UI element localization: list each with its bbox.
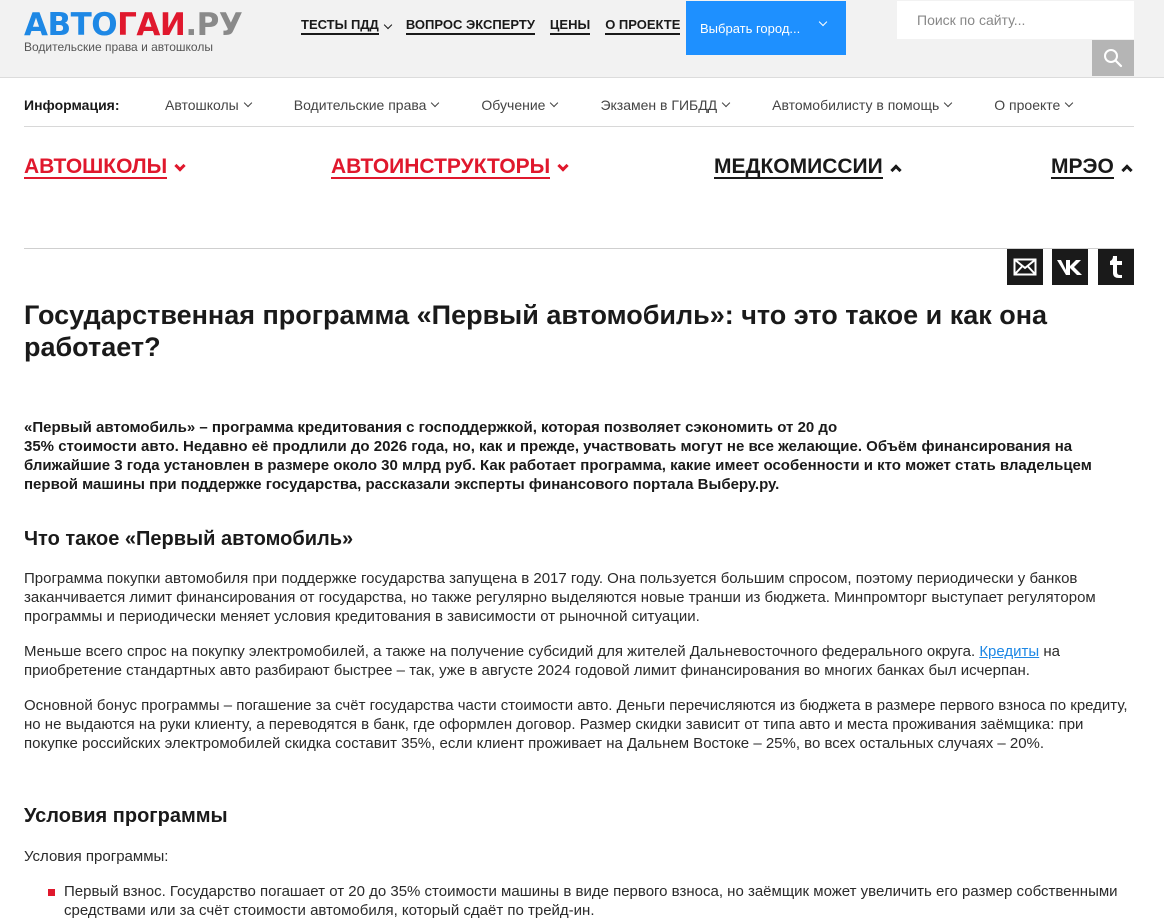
search-placeholder: Поиск по сайту...: [917, 12, 1026, 28]
chevron-up-icon: [890, 164, 901, 175]
chevron-down-icon: [558, 160, 569, 171]
credits-link[interactable]: Кредиты: [979, 643, 1040, 660]
nav-ask-expert[interactable]: [406, 18, 535, 35]
bullet-marker-icon: [48, 889, 55, 896]
search-input[interactable]: [897, 1, 1134, 39]
logo-part-gai: ГАИ: [117, 7, 186, 43]
share-vk-button[interactable]: [1052, 249, 1088, 285]
logo-wordmark: [24, 7, 243, 43]
nav-label: ЦЕНЫ: [550, 18, 590, 35]
chevron-up-icon: [1121, 164, 1132, 175]
vk-icon: [1056, 258, 1084, 276]
chevron-down-icon: [384, 20, 392, 28]
chevron-down-icon: [944, 99, 952, 107]
chevron-down-icon: [1065, 99, 1073, 107]
tumblr-icon: [1108, 255, 1124, 279]
info-nav: [24, 96, 1134, 127]
info-nav-label: Экзамен в ГИБДД: [600, 97, 718, 113]
list-item: [48, 882, 1134, 920]
category-nav: [24, 156, 1134, 182]
logo-tagline: Водительские права и автошколы: [24, 40, 213, 54]
chevron-down-icon: [550, 99, 558, 107]
category-label: АВТОШКОЛЫ: [24, 155, 168, 178]
chevron-down-icon: [722, 99, 730, 107]
section-heading-conditions: Условия программы: [24, 805, 228, 827]
category-label: МЕДКОМИССИИ: [714, 155, 883, 178]
category-autoschools[interactable]: [24, 156, 184, 179]
article-lead-line-1: «Первый автомобиль» – программа кредитования с господдержкой, которая позволяет сэкономить от 20 до: [24, 419, 838, 436]
paragraph-2: [24, 642, 1134, 680]
info-nav-autoschools[interactable]: [165, 96, 251, 114]
info-nav-heading: Информация:: [24, 97, 120, 113]
nav-prices[interactable]: [550, 18, 590, 35]
chevron-down-icon: [431, 99, 439, 107]
category-label: АВТОИНСТРУКТОРЫ: [331, 155, 551, 178]
site-logo[interactable]: [24, 7, 243, 54]
top-nav: [301, 18, 695, 35]
chevron-down-icon: [175, 160, 186, 171]
search-button[interactable]: [1092, 40, 1134, 76]
paragraph-3: Основной бонус программы – погашение за счёт государства части стоимости авто. Деньги перечисляются из бюджета в размере первого взноса по кредиту, но не выдаются на руки клиенту, а переводятся в банк, где оформлен договор. Размер скидки зависит от типа авто и места проживания заёмщика: при покупке российских электромобилей скидка составит 35%, если клиент проживает на Дальнем Востоке – 25%, во всех остальных случаях – 20%.: [24, 697, 1128, 752]
nav-label: ВОПРОС ЭКСПЕРТУ: [406, 18, 535, 35]
paragraph-2-text-after: на приобретение стандартных авто разбирают быстрее – так, уже в августе 2024 годовой лимит финансирования во многих банках был исчерпан.: [24, 643, 1060, 679]
chevron-down-icon: [243, 99, 251, 107]
city-select-label: Выбрать город...: [700, 20, 801, 36]
info-nav-label: Автошколы: [165, 97, 239, 113]
info-nav-motorist-help[interactable]: [772, 96, 951, 114]
city-select[interactable]: [686, 1, 846, 55]
paragraph-4: Условия программы:: [24, 848, 169, 865]
share-tumblr-button[interactable]: [1098, 249, 1134, 285]
category-label: МРЭО: [1051, 155, 1114, 178]
article-lead: [24, 418, 1124, 494]
top-header: [0, 0, 1164, 78]
nav-about[interactable]: [605, 18, 680, 35]
share-email-button[interactable]: [1007, 249, 1043, 285]
paragraph-1: Программа покупки автомобиля при поддержке государства запущена в 2017 году. Она пользуется большим спросом, поэтому периодически у банков заканчивается лимит финансирования от государства, но также регулярно выделяются новые транши из бюджета. Минпромторг выступает регулятором программы и периодически меняет условия кредитования в зависимости от рыночной ситуации.: [24, 570, 1096, 625]
info-nav-label: Обучение: [481, 97, 546, 113]
logo-part-avto: АВТО: [24, 7, 118, 43]
nav-tests-pdd[interactable]: [301, 18, 391, 35]
chevron-down-icon: [819, 18, 827, 26]
article-title: Государственная программа «Первый автомобиль»: что это такое и как она работает?: [24, 300, 1048, 362]
info-nav-label: Автомобилисту в помощь: [772, 97, 940, 113]
nav-label: О ПРОЕКТЕ: [605, 18, 680, 35]
info-nav-training[interactable]: [481, 96, 557, 114]
article-lead-rest: 35% стоимости авто. Недавно её продлили до 2026 года, но, как и прежде, участвовать могут не все желающие. Объём финансирования на ближайшие 3 года установлен в размере около 30 млрд руб. Как работает программа, какие имеет особенности и кто может стать владельцем первой машины при поддержке государства, рассказали эксперты финансового портала Выберу.ру.: [24, 438, 1092, 493]
search-icon: [1103, 48, 1123, 68]
info-nav-exam[interactable]: [600, 96, 729, 114]
list-item-text: Первый взнос. Государство погашает от 20 до 35% стоимости машины в виде первого взноса, но заёмщик может увеличить его размер собственными средствами или за счёт стоимости автомобиля, который сдаёт по трейд-ин.: [64, 883, 1118, 919]
paragraph-2-text: Меньше всего спрос на покупку электромобилей, а также на получение субсидий для жителей Дальневосточного федерального округа.: [24, 643, 980, 660]
info-nav-label: О проекте: [994, 97, 1061, 113]
envelope-icon: [1013, 258, 1037, 276]
divider: [24, 248, 1134, 249]
nav-label: ТЕСТЫ ПДД: [301, 18, 379, 35]
section-heading-what-is: Что такое «Первый автомобиль»: [24, 528, 354, 550]
info-nav-label: Водительские права: [293, 97, 427, 113]
category-medical[interactable]: [714, 156, 900, 179]
category-mreo[interactable]: [1051, 156, 1131, 179]
category-instructors[interactable]: [331, 156, 567, 179]
logo-part-ru: .РУ: [185, 7, 243, 43]
info-nav-about[interactable]: [994, 96, 1072, 114]
info-nav-licenses[interactable]: [294, 96, 439, 114]
